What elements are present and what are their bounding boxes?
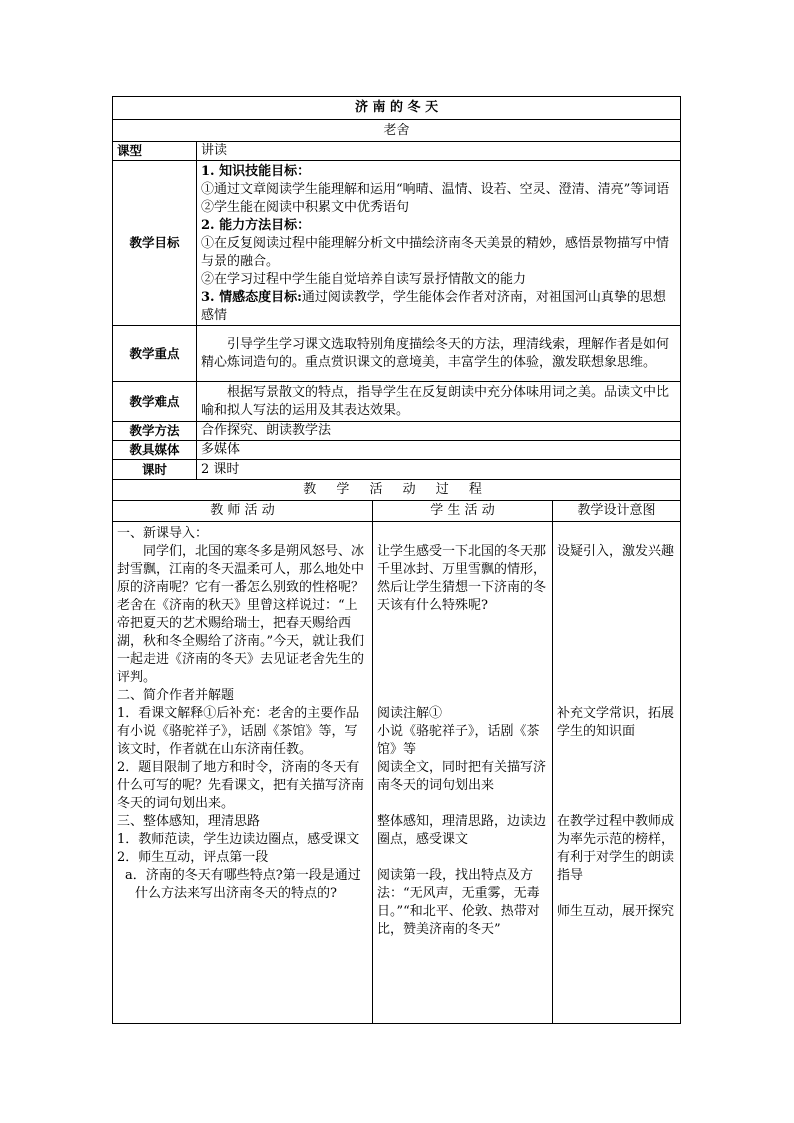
hours-label: 课时 [113,460,197,480]
intent-column [553,522,681,1024]
goal-3-label: 3. 情感态度目标: [201,290,302,305]
media-value: 多媒体 [197,441,681,460]
teacher-step-3-1: 1．教师范读，学生边读边圈点，感受课文 [117,832,360,847]
intent-4: 师生互动，展开探究 [557,904,675,919]
difficult-label: 教学难点 [113,382,197,422]
student-block-1: 让学生感受一下北国的冬天那千里冰封、万里雪飘的情形，然后让学生猜想一下济南的冬天该有什么特殊呢? [377,544,547,613]
header-intent: 教学设计意图 [553,501,681,522]
teacher-section-2: 二、简介作者并解题 [117,688,235,703]
type-value: 讲读 [197,142,681,161]
method-label: 教学方法 [113,422,197,441]
goals-cell [197,161,681,326]
teacher-intro-text: 同学们，北国的寒冬多是朔风怒号、冰封雪飘，江南的冬天温柔可人，那么地处中原的济南呢？它有一番怎么别致的性格呢？老舍在《济南的秋天》里曾这样说过：“上帝把夏天的艺术赐给瑞士，把春天赐给西湖，秋和冬全赐给了济南。”今天，就让我们一起走进《济南的冬天》去见证老舍先生的评判。 [117,544,365,685]
teacher-section-1: 一、新课导入： [117,526,209,541]
lesson-author: 老舍 [113,120,681,142]
goal-3 [201,289,676,325]
lesson-plan-table [112,96,681,1024]
intent-2: 补充文学常识，拓展学生的知识面 [557,706,675,739]
goal-2-item-2: ②在学习过程中学生能自觉培养自读写景抒情散文的能力 [201,272,527,287]
header-teacher: 教 师 活 动 [113,501,373,522]
goals-label: 教学目标 [113,161,197,326]
intent-1: 设疑引入，激发兴趣 [557,544,675,559]
key-text: 引导学生学习课文选取特别角度描绘冬天的方法，理清线索，理解作者是如何精心炼词造句的。重点赏识课文的意境美，丰富学生的体验，激发联想象思维。 [197,326,681,382]
student-block-2c: 阅读全文，同时把有关描写济南冬天的词句划出来 [377,760,547,793]
teacher-step-2-2: 2．题目限制了地方和时令，济南的冬天有什么可写的呢？先看课文，把有关描写济南冬天的词句划出来。 [117,760,365,811]
student-activity [373,522,553,1024]
difficult-text: 根据写景散文的特点，指导学生在反复朗读中充分体味用词之美。品读文中比喻和拟人写法的运用及其表达效果。 [197,382,681,422]
hours-value: 2 课时 [197,460,681,480]
goal-2-heading: 2. 能力方法目标： [201,218,311,233]
lesson-title: 济 南 的 冬 天 [113,97,681,120]
header-student: 学 生 活 动 [373,501,553,522]
student-block-4: 阅读第一段，找出特点及方法：“无风声，无重雾，无毒日。”“和北平、伦敦、热带对比，赞美济南的冬天” [377,868,540,937]
key-label: 教学重点 [113,326,197,382]
student-block-3: 整体感知，理清思路，边读边圈点，感受课文 [377,814,547,847]
goal-3-text: 通过阅读教学，学生能体会作者对济南，对祖国河山真挚的思想感情 [201,290,666,323]
method-value: 合作探究、朗读教学法 [197,422,681,441]
teacher-step-3-2a: a．济南的冬天有哪些特点?第一段是通过什么方法来写出济南冬天的特点的? [125,868,361,901]
intent-3: 在教学过程中教师成为率先示范的榜样，有利于对学生的朗读指导 [557,814,675,883]
type-label: 课型 [113,142,197,161]
process-title: 教 学 活 动 过 程 [113,480,681,501]
lesson-plan-page [112,96,680,1024]
goal-1-item-1: ①通过文章阅读学生能理解和运用“响晴、温情、设若、空灵、澄清、清亮”等词语 [201,182,670,197]
goal-1-item-2: ②学生能在阅读中积累文中优秀语句 [201,200,410,215]
goal-1-heading: 1. 知识技能目标： [201,164,311,179]
student-block-2b: 小说《骆驼祥子》，话剧《茶馆》等 [377,724,540,757]
student-block-2a: 阅读注解① [377,706,443,721]
teacher-section-3: 三、整体感知，理清思路 [117,814,261,829]
media-label: 教具媒体 [113,441,197,460]
goal-2-item-1: ①在反复阅读过程中能理解分析文中描绘济南冬天美景的精妙，感悟景物描写中情与景的融合。 [201,236,670,269]
teacher-activity [113,522,373,1024]
teacher-step-2-1: 1．看课文解释①后补充：老舍的主要作品有小说《骆驼祥子》，话剧《茶馆》等，写该文时，作者就在山东济南任教。 [117,706,360,757]
teacher-step-3-2: 2．师生互动，评点第一段 [117,850,269,865]
